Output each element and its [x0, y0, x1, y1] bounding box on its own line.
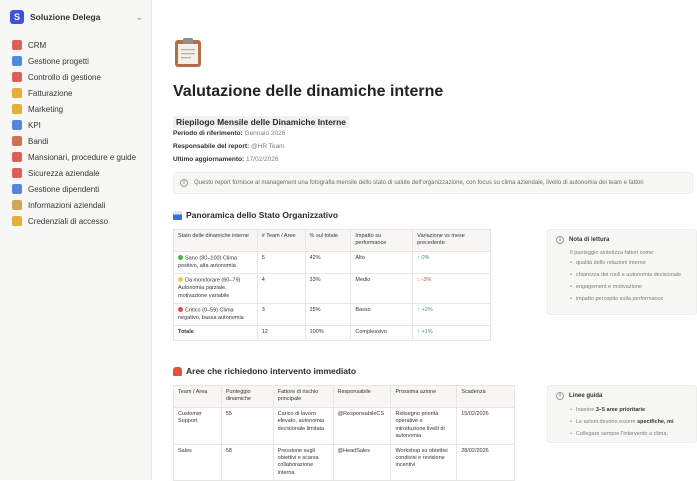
section-urgent-title	[173, 366, 356, 376]
sidebar-item-label: Gestione progetti	[28, 56, 89, 66]
change-cell	[413, 326, 491, 340]
sidebar-item-label: CRM	[28, 40, 47, 50]
change-cell	[413, 251, 491, 273]
column-header: Variazione vs mese precedente	[413, 230, 491, 252]
meta-updated	[173, 156, 279, 163]
money-bag-icon	[12, 88, 22, 98]
siren-icon	[173, 367, 182, 376]
meta-period	[173, 130, 285, 137]
page-content	[153, 0, 682, 480]
summary-heading: Riepilogo Mensile delle Dinamiche Interne	[173, 116, 349, 128]
area-cell: Sales	[174, 444, 222, 481]
sidebar-nav	[0, 37, 151, 229]
teams-cell	[257, 274, 305, 304]
megaphone-icon	[12, 104, 22, 114]
sidebar-item-label: Controllo di gestione	[28, 72, 101, 82]
cell-text: Da monitorare (60–79) Autonomia parziale, motivazione variabile	[178, 277, 241, 299]
percent-cell	[305, 274, 351, 304]
status-dot-icon	[178, 255, 183, 260]
cell-text: 4	[261, 277, 265, 284]
teams-cell	[257, 251, 305, 273]
table-row	[174, 326, 491, 340]
column-header: Prossima azione	[391, 386, 457, 408]
folder-icon	[12, 56, 22, 66]
crm-icon	[12, 40, 22, 50]
cell-text: 100%	[309, 329, 324, 336]
status-cell	[174, 274, 258, 304]
column-header: Scadenza	[457, 386, 515, 408]
list-item: • impatto percepito sulla performance	[570, 296, 688, 302]
note-header	[556, 392, 688, 400]
cell-text: 33%	[309, 277, 321, 284]
column-header: Team / Area	[174, 386, 222, 408]
sidebar-item[interactable]	[0, 149, 151, 165]
bar-chart-icon	[12, 120, 22, 130]
meta-label: Responsabile del report:	[173, 143, 250, 150]
info-icon: i	[556, 236, 564, 244]
deadline-cell: 15/02/2026	[457, 407, 515, 444]
meta-value: 17/02/2026	[245, 156, 279, 163]
overview-table	[173, 229, 491, 341]
workspace-switcher[interactable]	[0, 0, 151, 34]
list-item: • engagement e motivazione	[570, 284, 688, 290]
cell-text: ↑ +2%	[417, 306, 433, 313]
owner-cell[interactable]: @ResponsabileCS	[333, 407, 391, 444]
person-icon	[12, 184, 22, 194]
cell-text: Complessivo	[355, 329, 387, 336]
intro-callout	[173, 172, 693, 194]
list-item	[570, 407, 688, 413]
impact-cell	[351, 274, 413, 304]
list-text: Collegare sempre l’intervento a clima,	[575, 431, 668, 437]
column-header: % sul totale	[305, 230, 351, 252]
workspace-logo: S	[10, 10, 24, 24]
note-title: Linee guida	[569, 393, 603, 399]
column-header: Impatto su performance	[351, 230, 413, 252]
column-header: Stato delle dinamiche interne	[174, 230, 258, 252]
cell-text: 12	[261, 329, 268, 336]
sidebar-item-label: Gestione dipendenti	[28, 184, 100, 194]
sidebar-item-label: Mansionari, procedure e guide	[28, 152, 137, 162]
cell-text: 25%	[309, 306, 321, 313]
sidebar-item[interactable]	[0, 197, 151, 213]
note-list	[570, 260, 688, 302]
cell-text: ↑ +1%	[417, 329, 433, 336]
cell-text: Sano (80–100) Clima positivo, alta autonomia	[178, 255, 237, 269]
change-cell	[413, 303, 491, 325]
status-dot-icon	[178, 277, 183, 282]
impact-cell	[351, 303, 413, 325]
info-icon: i	[556, 392, 564, 400]
sidebar-item-label: KPI	[28, 120, 41, 130]
column-header: Fattore di rischio principale	[273, 386, 333, 408]
teams-cell	[257, 326, 305, 340]
status-cell	[174, 251, 258, 273]
info-icon: i	[180, 179, 188, 187]
list-text: Inserire	[575, 407, 596, 413]
table-row	[174, 303, 491, 325]
note-list	[570, 407, 688, 437]
sidebar-item-label: Bandi	[28, 136, 49, 146]
status-cell	[174, 326, 258, 340]
sidebar-item-label: Marketing	[28, 104, 64, 114]
note-header	[556, 236, 688, 244]
list-item: • chiarezza dei ruoli e autonomia decisionale	[570, 272, 688, 278]
percent-cell	[305, 326, 351, 340]
impact-cell	[351, 251, 413, 273]
sidebar	[0, 0, 152, 480]
cell-text: Critico (0–59) Clima negativo, bassa autonomia	[178, 307, 244, 321]
meta-value[interactable]: @HR Team	[251, 143, 285, 150]
sidebar-item[interactable]	[0, 165, 151, 181]
sidebar-item[interactable]	[0, 133, 151, 149]
table-row	[174, 444, 515, 481]
risk-cell: Pressione sugli obiettivi e scarsa collaborazione interna	[273, 444, 333, 481]
meta-label: Ultimo aggiornamento:	[173, 156, 245, 163]
cell-text: ↓ -3%	[417, 277, 432, 284]
list-strong-text: specifiche, mi	[637, 419, 674, 425]
list-strong-text: 3–5 aree prioritarie	[595, 407, 646, 413]
memo-icon	[12, 200, 22, 210]
lock-icon	[12, 216, 22, 226]
score-cell: 55	[221, 407, 273, 444]
clipboard-icon	[173, 36, 203, 68]
list-item	[570, 431, 688, 437]
sidebar-item-label: Informazioni aziendali	[28, 200, 106, 210]
owner-cell[interactable]: @HeadSales	[333, 444, 391, 481]
clipboard-icon	[12, 136, 22, 146]
area-cell: Customer Support	[174, 407, 222, 444]
table-row	[174, 407, 515, 444]
sidebar-item-label: Sicurezza aziendale	[28, 168, 100, 178]
callout-text: Questo report fornisce al management una fotografia mensile dello stato di salute dell’organizzazione, con focus su clima aziendale, livello di autonomia dei team e fattori	[194, 180, 644, 186]
sidebar-item[interactable]	[0, 117, 151, 133]
page-title: Valutazione delle dinamiche interne	[173, 83, 444, 100]
table-header-row	[174, 386, 515, 408]
list-item	[570, 419, 688, 425]
cell-text: ↑ 0%	[417, 254, 430, 261]
sidebar-item[interactable]	[0, 101, 151, 117]
urgent-areas-table	[173, 385, 515, 481]
action-cell: Ridisegno priorità operative e introduzione livelli di autonomia	[391, 407, 457, 444]
list-text: Le azioni devono essere	[575, 419, 638, 425]
bar-chart-icon	[173, 211, 182, 220]
deadline-cell: 28/02/2026	[457, 444, 515, 481]
column-header: Punteggio dinamiche	[221, 386, 273, 408]
sidebar-item[interactable]	[0, 181, 151, 197]
list-item: • qualità delle relazioni interne	[570, 260, 688, 266]
sidebar-item-label: Credenziali di accesso	[28, 216, 109, 226]
cell-text: 3	[261, 306, 265, 313]
table-row	[174, 251, 491, 273]
percent-cell	[305, 303, 351, 325]
cell-text: 5	[261, 254, 265, 261]
sidebar-item[interactable]	[0, 213, 151, 229]
teams-cell	[257, 303, 305, 325]
sidebar-item[interactable]	[0, 69, 151, 85]
cell-text: 42%	[309, 254, 321, 261]
note-title: Nota di lettura	[569, 237, 610, 243]
impact-cell	[351, 326, 413, 340]
column-header: # Team / Aree	[257, 230, 305, 252]
chevron-down-icon[interactable]: ⌄	[135, 11, 143, 22]
section-title-text: Panoramica dello Stato Organizzativo	[186, 210, 339, 220]
cell-text: Basso	[355, 306, 371, 313]
change-cell	[413, 274, 491, 304]
meta-value: Gennaio 2026	[244, 130, 286, 137]
workspace-name: Soluzione Delega	[30, 12, 101, 22]
guidelines-callout	[547, 385, 697, 443]
risk-cell: Carico di lavoro elevato, autonomia decisionale limitata	[273, 407, 333, 444]
cell-text: Medio	[355, 277, 371, 284]
status-dot-icon	[178, 307, 183, 312]
no-entry-icon	[12, 168, 22, 178]
sidebar-item[interactable]	[0, 53, 151, 69]
score-cell: 58	[221, 444, 273, 481]
sidebar-item-label: Fatturazione	[28, 88, 73, 98]
chart-icon	[12, 72, 22, 82]
reading-note-callout	[547, 229, 697, 315]
table-row	[174, 274, 491, 304]
note-intro: Il punteggio sintetizza fattori come:	[570, 250, 655, 256]
table-header-row	[174, 230, 491, 252]
meta-owner	[173, 143, 285, 150]
sidebar-item[interactable]	[0, 85, 151, 101]
book-icon	[12, 152, 22, 162]
sidebar-item[interactable]	[0, 37, 151, 53]
meta-label: Periodo di riferimento:	[173, 130, 243, 137]
cell-text: Totale	[178, 329, 194, 336]
action-cell: Workshop su obiettivi condivisi e revisione incentivi	[391, 444, 457, 481]
status-cell	[174, 303, 258, 325]
section-overview-title	[173, 210, 338, 220]
percent-cell	[305, 251, 351, 273]
cell-text: Alto	[355, 254, 365, 261]
section-title-text: Aree che richiedono intervento immediato	[186, 366, 357, 376]
column-header: Responsabile	[333, 386, 391, 408]
